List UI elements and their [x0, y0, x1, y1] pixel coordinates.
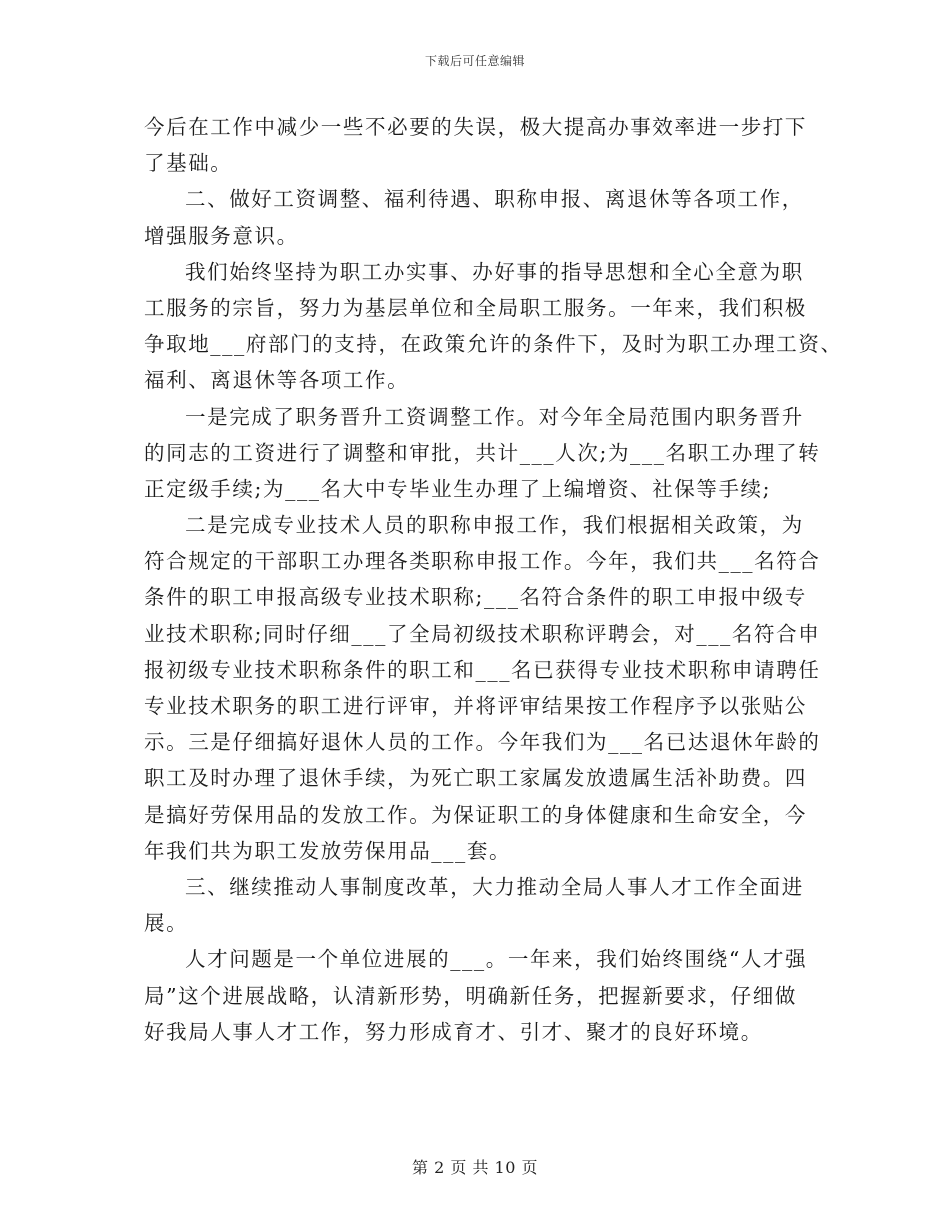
- page-indicator: 第 2 页 共 10 页: [412, 1158, 538, 1177]
- text-line: 好我局人事人才工作，努力形成育才、引才、聚才的良好环境。: [144, 1019, 763, 1044]
- text-line: 工服务的宗旨，努力为基层单位和全局职工服务。一年来，我们积极: [144, 295, 807, 320]
- paragraph-start: 人才问题是一个单位进展的___。一年来，我们始终围绕“人才强: [185, 947, 808, 972]
- section-heading: 二、做好工资调整、福利待遇、职称申报、离退休等各项工作，: [185, 187, 804, 212]
- text-line: 年我们共为职工发放劳保用品___套。: [144, 838, 512, 863]
- paragraph-start: 一是完成了职务晋升工资调整工作。对今年全局范围内职务晋升: [185, 404, 804, 429]
- header-note: 下载后可任意编辑: [424, 54, 525, 68]
- text-line: 专业技术职务的职工进行评审，并将评审结果按工作程序予以张贴公: [144, 694, 807, 718]
- section-heading-continued: 展。: [144, 911, 189, 936]
- text-line: 是搞好劳保用品的发放工作。为保证职工的身体健康和生命安全，今: [144, 802, 807, 827]
- text-line: 条件的职工申报高级专业技术职称;___名符合条件的职工申报中级专: [144, 585, 807, 610]
- text-line: 福利、离退休等各项工作。: [144, 368, 410, 393]
- paragraph-start: 二是完成专业技术人员的职称申报工作，我们根据相关政策，为: [185, 513, 804, 538]
- paragraph-start: 我们始终坚持为职工办实事、办好事的指导思想和全心全意为职: [185, 259, 804, 284]
- text-line: 今后在工作中减少一些不必要的失误，极大提高办事效率进一步打下: [144, 115, 807, 139]
- text-line: 业技术职称;同时仔细___了全局初级技术职称评聘会，对___名符合申: [144, 621, 821, 646]
- section-heading-continued: 增强服务意识。: [144, 223, 299, 248]
- body-text: [144, 109, 843, 1050]
- text-line: 局”这个进展战略，认清新形势，明确新任务，把握新要求，仔细做: [144, 983, 797, 1008]
- text-line: 示。三是仔细搞好退休人员的工作。今年我们为___名已达退休年龄的: [144, 730, 821, 755]
- text-line: 正定级手续;为___名大中专毕业生办理了上编增资、社保等手续;: [144, 476, 772, 501]
- text-line: 的同志的工资进行了调整和审批，共计___人次;为___名职工办理了转: [144, 440, 821, 465]
- section-heading: 三、继续推动人事制度改革，大力推动全局人事人才工作全面进: [185, 874, 804, 899]
- text-line: 报初级专业技术职称条件的职工和___名已获得专业技术职称申请聘任: [144, 657, 821, 682]
- text-line: 符合规定的干部职工办理各类职称申报工作。今年，我们共___名符合: [144, 549, 821, 574]
- text-line: 职工及时办理了退休手续，为死亡职工家属发放遗属生活补助费。四: [144, 766, 807, 791]
- text-line: 争取地___府部门的支持，在政策允许的条件下，及时为职工办理工资、: [144, 332, 843, 357]
- text-line: 了基础。: [144, 151, 233, 176]
